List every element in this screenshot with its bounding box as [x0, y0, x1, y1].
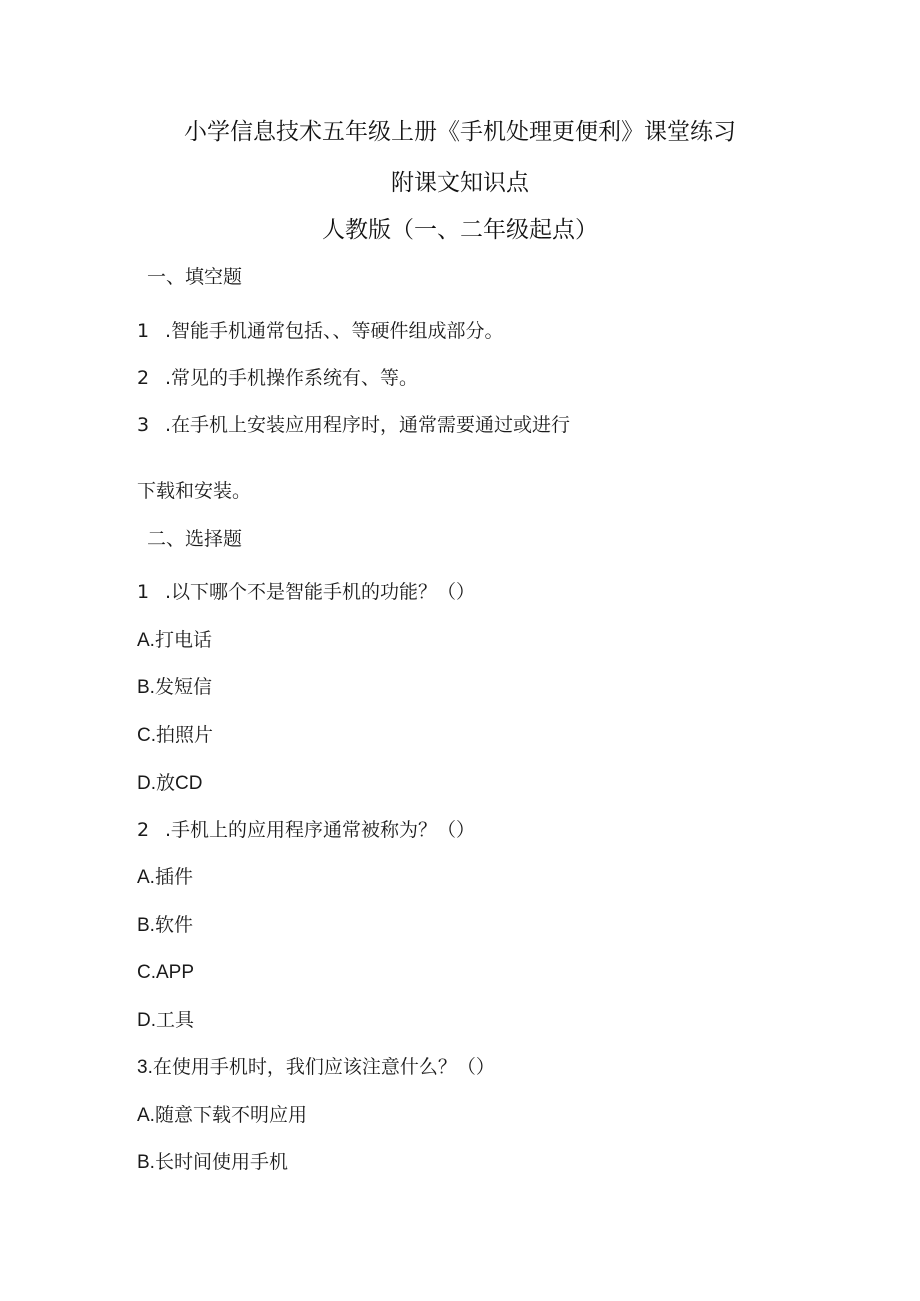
fill-blank-item: [137, 369, 418, 388]
question-text: .以下哪个不是智能手机的功能？（）: [165, 581, 476, 603]
choice-option: B.发短信: [137, 677, 212, 698]
choice-option: A.随意下载不明应用: [137, 1105, 307, 1126]
item-number: 2: [137, 367, 150, 389]
document-title: 小学信息技术五年级上册《手机处理更便利》课堂练习: [184, 119, 736, 145]
choice-option: B.软件: [137, 915, 193, 936]
fill-blank-continuation: 下载和安装。: [137, 480, 252, 502]
choice-question: [137, 821, 475, 840]
fill-blank-item: [137, 322, 504, 341]
document-subtitle: 附课文知识点: [391, 170, 529, 196]
fill-blank-item: [137, 416, 570, 435]
choice-option: D.放CD: [137, 773, 203, 794]
choice-option: C.拍照片: [137, 725, 214, 746]
document-edition: 人教版（一、二年级起点）: [322, 217, 598, 243]
choice-option: A.插件: [137, 867, 193, 888]
choice-option: D.工具: [137, 1010, 195, 1031]
choice-option: A.打电话: [137, 630, 212, 651]
section-heading-fill-blank: 一、填空题: [147, 266, 243, 288]
item-number: 1: [137, 320, 150, 342]
item-text: .智能手机通常包括、、等硬件组成部分。: [165, 320, 504, 342]
item-text: .常见的手机操作系统有、等。: [165, 367, 419, 389]
question-number: 1: [137, 581, 150, 603]
choice-question: [137, 583, 475, 602]
question-number: 2: [137, 819, 150, 841]
choice-option: B.长时间使用手机: [137, 1152, 288, 1173]
choice-option: C.APP: [137, 962, 195, 983]
section-heading-choice: 二、选择题: [147, 528, 243, 550]
item-number: 3: [137, 414, 150, 436]
choice-question: 3.在使用手机时，我们应该注意什么？（）: [137, 1057, 495, 1078]
question-text: .手机上的应用程序通常被称为？（）: [165, 819, 476, 841]
item-text: .在手机上安装应用程序时，通常需要通过或进行: [165, 414, 571, 436]
